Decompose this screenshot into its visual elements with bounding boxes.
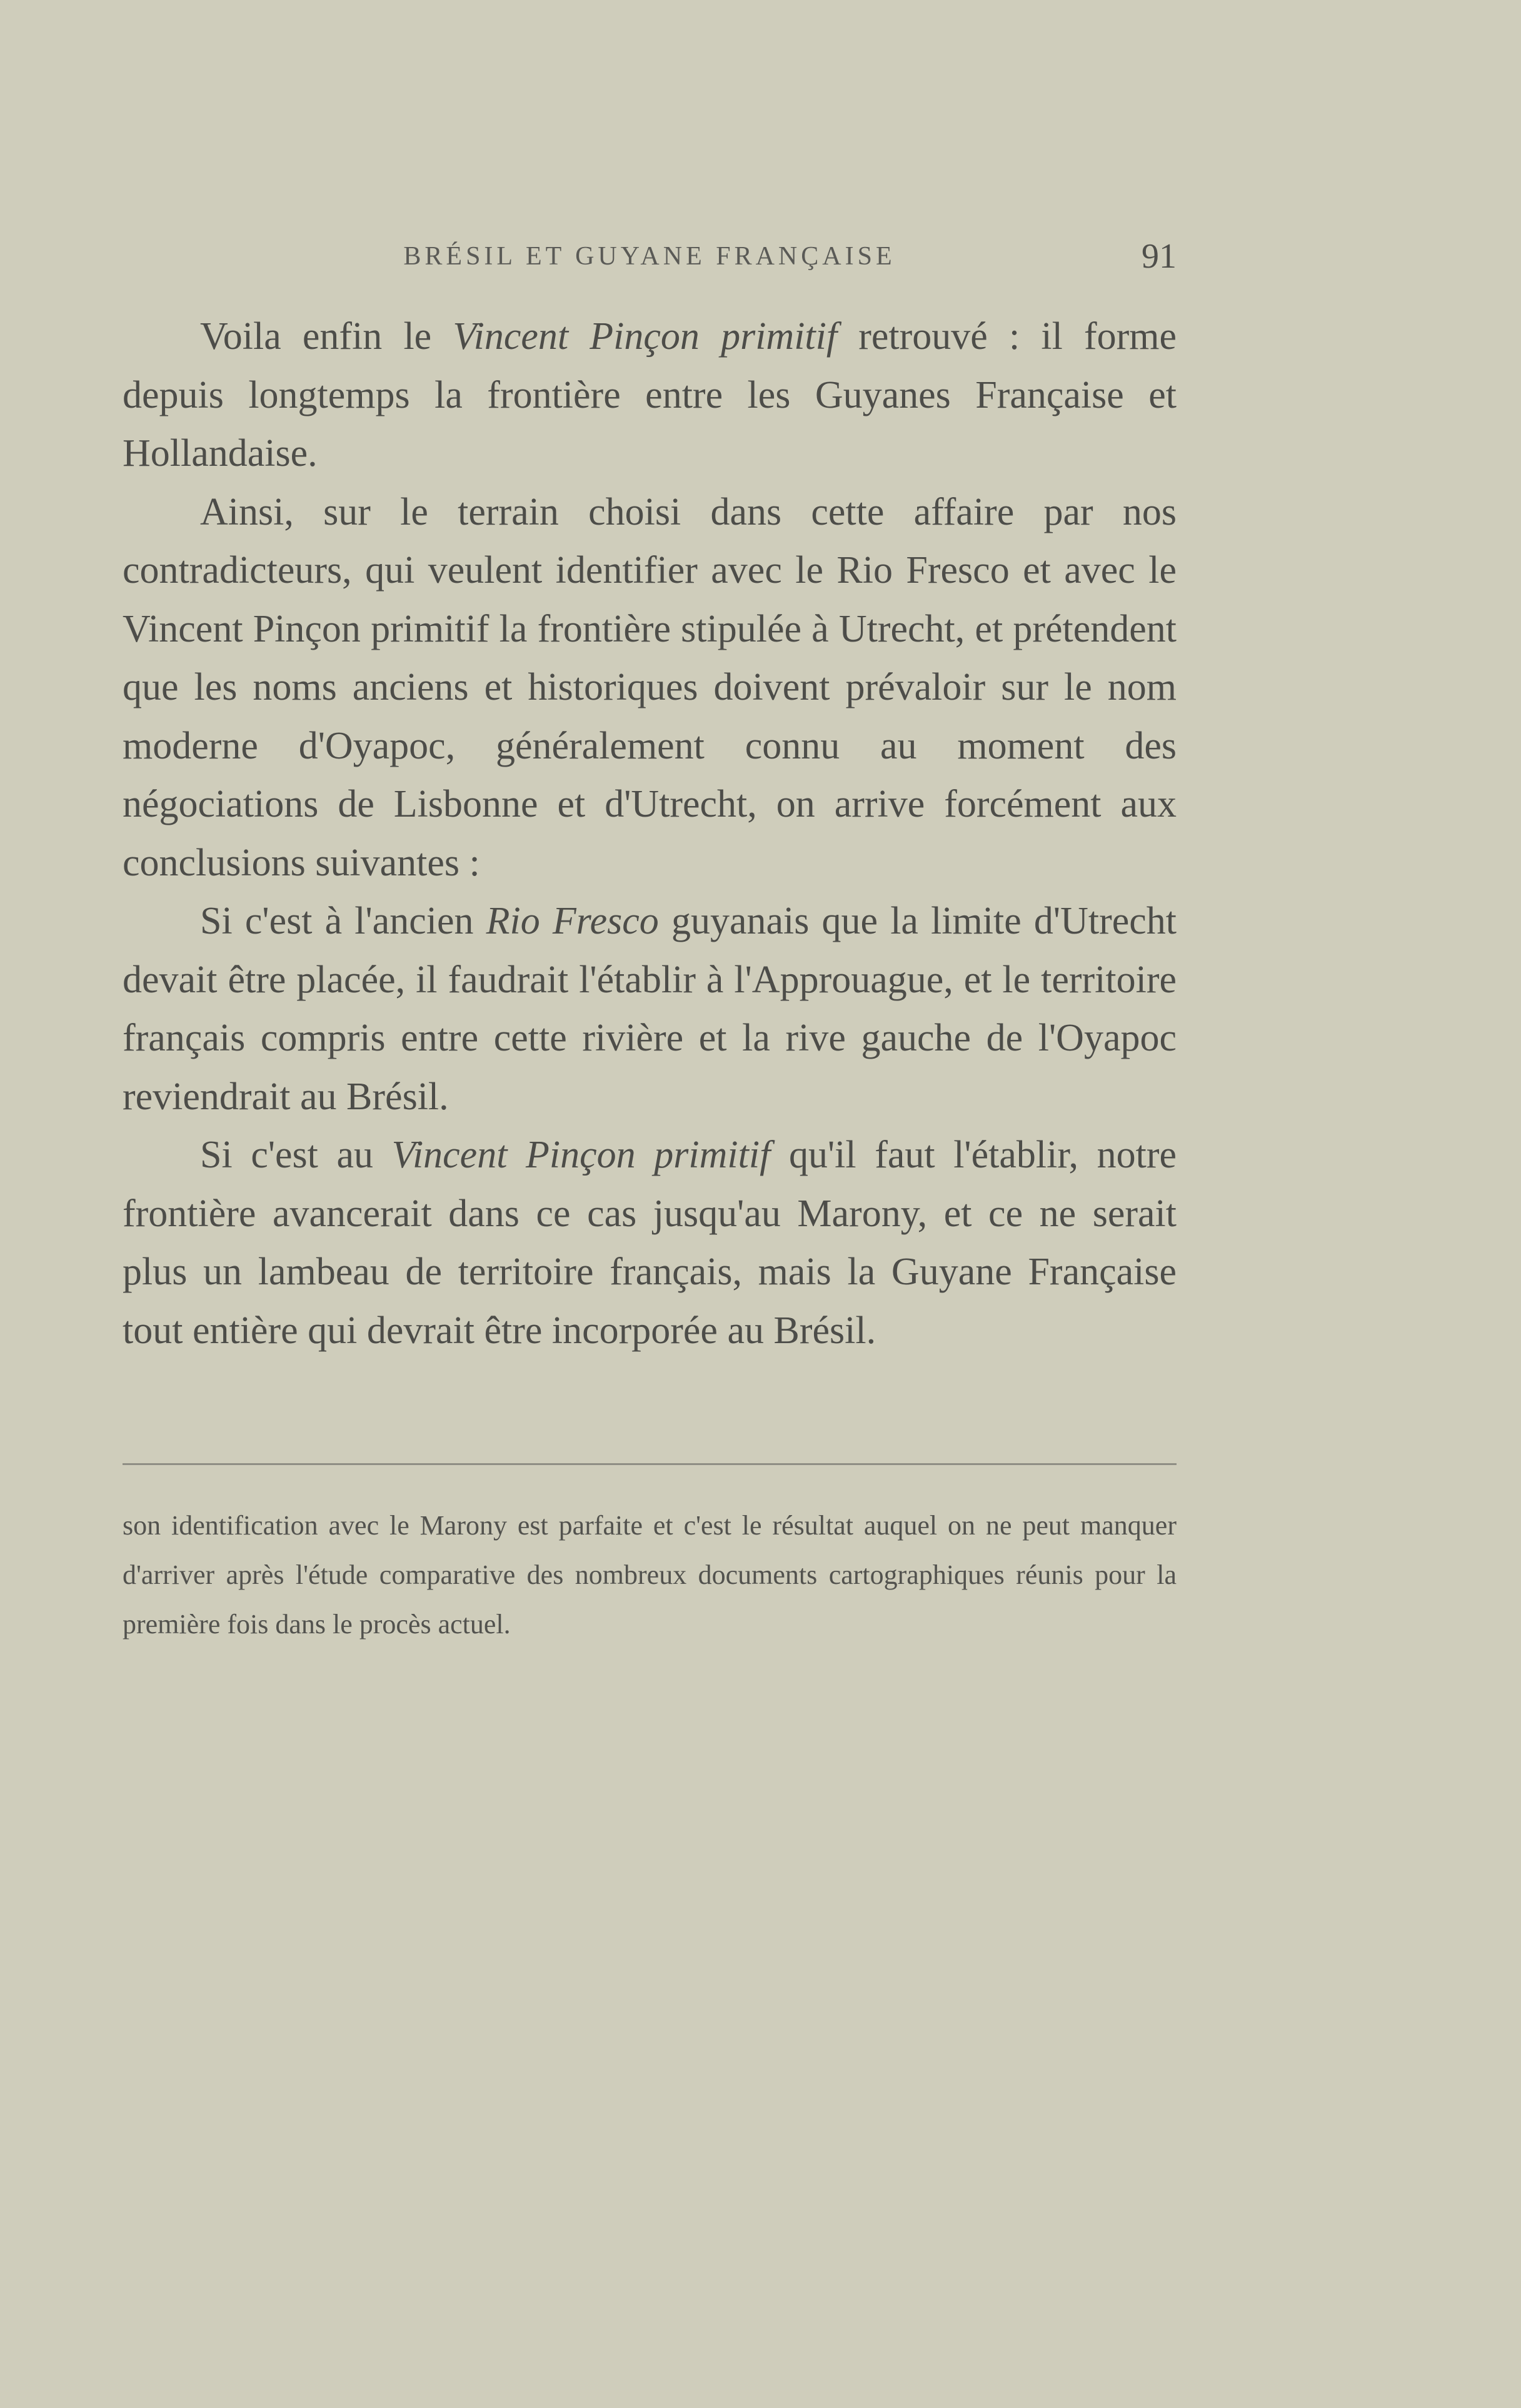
running-head	[123, 233, 1177, 283]
body-text	[123, 308, 1177, 1360]
footnotes	[123, 1501, 1177, 1649]
italic-phrase: Vincent Pinçon primitif	[391, 1134, 771, 1176]
text-run: retrouvé : il forme depuis longtemps la frontière entre les Guyanes Française et Hollandaise.	[123, 315, 1177, 475]
paragraph	[123, 1126, 1177, 1360]
running-title: BRÉSIL ET GUYANE FRANÇAISE	[403, 242, 896, 271]
italic-phrase: Vincent Pinçon primitif	[453, 315, 838, 358]
footnote-text: son identification avec le Marony est parfaite et c'est le résultat auquel on ne peut manquer d'arriver après l'étude comparative des nombreux documents cartographiques réunis pour la première fois dans le procès actuel.	[123, 1510, 1177, 1640]
text-run: qu'il faut l'établir, notre frontière avancerait dans ce cas jusqu'au Marony, et ce ne serait plus un lambeau de territoire français, mais la Guyane Française tout entière qui devrait être incorporée au Brésil.	[123, 1134, 1177, 1352]
text-run: guyanais que la limite d'Utrecht devait être placée, il faudrait l'établir à l'Approuague, et le territoire français compris entre cette rivière et la rive gauche de l'Oyapoc reviendrait au Brésil.	[123, 900, 1177, 1118]
italic-phrase: Rio Fresco	[486, 900, 659, 942]
paragraph	[123, 483, 1177, 893]
page-number: 91	[1142, 237, 1177, 276]
text-run: Ainsi, sur le terrain choisi dans cette affaire par nos contradicteurs, qui veulent identifier avec le Rio Fresco et avec le Vincent Pinçon primitif la frontière stipulée à Utrecht, et prétendent que les noms anciens et historiques doivent prévaloir sur le nom moderne d'Oyapoc, généralement connu au moment des négociations de Lisbonne et d'Utrecht, on arrive forcément aux conclusions suivantes :	[123, 490, 1177, 884]
text-run: Si c'est à l'ancien	[200, 900, 486, 942]
footnote-rule	[123, 1463, 1177, 1465]
text-run: Voila enfin le	[200, 315, 453, 358]
text-run: Si c'est au	[200, 1134, 392, 1176]
paragraph	[123, 892, 1177, 1126]
paragraph	[123, 308, 1177, 483]
